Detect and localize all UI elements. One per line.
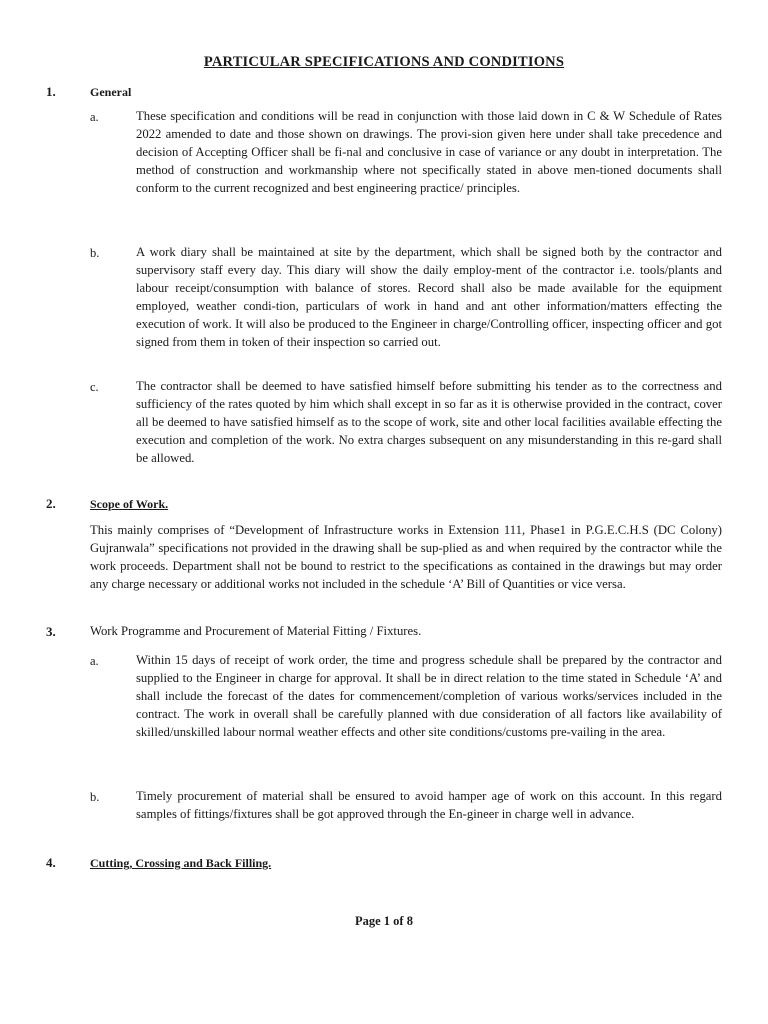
section-heading-scope: Scope of Work.: [90, 497, 169, 511]
section-number: 1.: [46, 84, 56, 99]
item-label: a.: [90, 110, 99, 124]
section-heading-cutting: Cutting, Crossing and Back Filling.: [90, 856, 272, 870]
item-label: c.: [90, 380, 99, 394]
paragraph-1b: A work diary shall be maintained at site by the department, which shall be signed both by the contractor and supervisory staff every day. This diary will show the daily employ-ment of the contractor i.e. tools/plants and labour receipt/consumption with balance of stores. Record shall also be made available for the equipment employed, weather condi-tion, particulars of work in hand and ant other information/matters effecting the execution of work. It will also be produced to the Engineer in charge/Controlling officer, inspecting officer and got signed from them in token of their inspection so carried out.: [136, 245, 722, 349]
section-number: 3.: [46, 624, 56, 639]
paragraph-3a: Within 15 days of receipt of work order, the time and progress schedule shall be prepared by the contractor and supplied to the Engineer in charge for approval. It shall be in direct relation to the time stated in Schedule ‘A’ and shall include the forecast of the dates for commencement/completion of various works/services included in the contract. The work in overall shall be carefully planned with due consideration of all factors like availability of skilled/unskilled labour normal weather effects and other site conditions/customs pre-vailing in the area.: [136, 653, 722, 739]
section-heading-work-programme: Work Programme and Procurement of Material Fitting / Fixtures.: [90, 624, 422, 638]
page-footer: Page 1 of 8: [355, 914, 413, 928]
section-number: 2.: [46, 496, 56, 511]
document-title: PARTICULAR SPECIFICATIONS AND CONDITIONS: [203, 54, 565, 70]
item-label: b.: [90, 790, 100, 804]
section-number: 4.: [46, 855, 56, 870]
paragraph-scope: This mainly comprises of “Development of Infrastructure works in Extension 111, Phase1 in P.G.E.C.H.S (DC Colony) Gujranwala” specifications not provided in the drawing shall be sup-plied as and when required by the contractor while the work proceeds. Department shall not be bound to restrict to the specifications as contained in the drawings but may order any charge necessary or additional works not included in the schedule ‘A’ Bill of Quantities or vice versa.: [90, 523, 722, 591]
paragraph-1c: The contractor shall be deemed to have satisfied himself before submitting his tender as to the correctness and sufficiency of the rates quoted by him which shall except in so far as it is otherwise provided in the contract, cover all be deemed to have satisfied himself as to the scope of work, site and other local facilities available effecting the execution and completion of the work. No extra charges subsequent on any misunderstanding in this re-gard shall be allowed.: [136, 379, 722, 465]
section-heading-general: General: [90, 85, 132, 99]
item-label: a.: [90, 654, 99, 668]
paragraph-1a: These specification and conditions will be read in conjunction with those laid down in C & W Schedule of Rates 2022 amended to date and those shown on drawings. The provi-sion given here under shall take precedence and decision of Accepting Officer shall be fi-nal and conclusive in case of variance or any doubt in interpretation. The method of construction and workmanship where not specifically stated in above men-tioned documents shall conform to the current recognized and best engineering practice/ principles.: [136, 109, 722, 195]
item-label: b.: [90, 246, 100, 260]
paragraph-3b: Timely procurement of material shall be ensured to avoid hamper age of work on this account. In this regard samples of fittings/fixtures shall be got approved through the En-gineer in charge well in advance.: [136, 789, 722, 821]
